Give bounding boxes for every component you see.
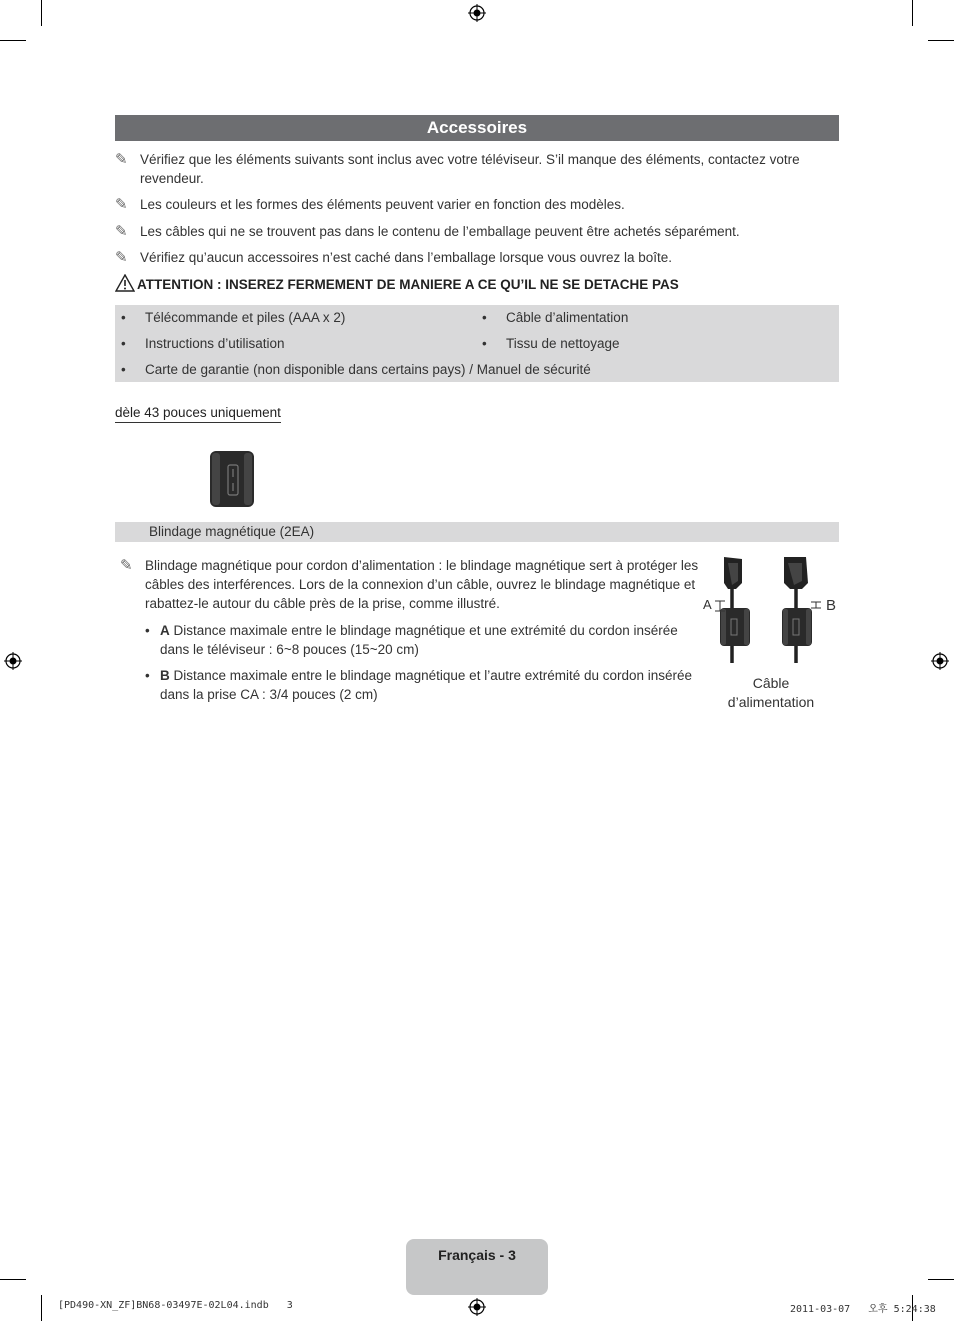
- accessory-label: Carte de garantie (non disponible dans certains pays) / Manuel de sécurité: [145, 362, 591, 377]
- pencil-note-icon: ✎: [115, 196, 128, 213]
- bullet: •: [121, 362, 126, 377]
- figure-caption: [700, 674, 842, 712]
- shield-note: [120, 556, 700, 613]
- note-item: [115, 150, 815, 188]
- bullet: •: [145, 623, 150, 638]
- figure-caption-line: d’alimentation: [727, 694, 815, 710]
- figure-caption-line: Câble: [752, 675, 790, 691]
- accessory-label: Instructions d’utilisation: [145, 336, 285, 351]
- note-text: Les câbles qui ne se trouvent pas dans le contenu de l’emballage peuvent être achetés séparément.: [140, 224, 740, 239]
- warning-text: ATTENTION : INSEREZ FERMEMENT DE MANIERE A CE QU’IL NE SE DETACHE PAS: [137, 277, 679, 293]
- crop-mark: [928, 1279, 954, 1280]
- accessory-item: [482, 309, 629, 327]
- note-text: Les couleurs et les formes des éléments peuvent varier en fonction des modèles.: [140, 197, 625, 212]
- registration-mark-icon: [468, 1298, 486, 1316]
- section-title: Accessoires: [115, 115, 839, 141]
- page-number-tab: Français - 3: [406, 1239, 548, 1295]
- registration-mark-icon: [931, 652, 949, 670]
- crop-mark: [0, 1279, 26, 1280]
- distance-letter: A: [160, 623, 170, 638]
- power-cord-illustration: [700, 553, 845, 668]
- bullet: •: [121, 310, 126, 325]
- accessory-item: [121, 361, 591, 379]
- crop-mark: [41, 1295, 42, 1321]
- pencil-note-icon: ✎: [120, 557, 133, 574]
- note-item: [115, 248, 815, 267]
- accessory-item: [482, 335, 620, 353]
- crop-mark: [912, 0, 913, 26]
- note-item: [115, 222, 815, 241]
- bullet: •: [482, 310, 487, 325]
- bullet: •: [145, 668, 150, 683]
- magnetic-shield-image: [208, 449, 256, 509]
- footer-timestamp: 2011-03-07 오후 5:24:38: [790, 1304, 936, 1315]
- crop-mark: [0, 40, 26, 41]
- note-text: Vérifiez que les éléments suivants sont inclus avec votre téléviseur. S’il manque des éléments, contactez votre revendeur.: [140, 152, 800, 186]
- shield-caption: Blindage magnétique (2EA): [149, 524, 315, 539]
- bullet: •: [121, 336, 126, 351]
- accessory-label: Tissu de nettoyage: [506, 336, 620, 351]
- distance-letter: B: [160, 668, 170, 683]
- registration-mark-icon: [468, 4, 486, 22]
- distance-text: Distance maximale entre le blindage magnétique et l’autre extrémité du cordon insérée dans la prise CA : 3/4 pouces (2 cm): [160, 668, 693, 702]
- note-text: Vérifiez qu’aucun accessoires n’est caché dans l’emballage lorsque vous ouvrez la boîte.: [140, 250, 673, 265]
- accessory-item: [121, 335, 285, 353]
- figure-label-a: A: [703, 597, 712, 612]
- accessory-label: Télécommande et piles (AAA x 2): [145, 310, 346, 325]
- pencil-note-icon: ✎: [115, 249, 128, 266]
- shield-note-text: Blindage magnétique pour cordon d’alimentation : le blindage magnétique sert à protéger les câbles des interférences. Lors de la connexion d’un câble, ouvrez le blindage magnétique et rabattez-le autour du câble près de la prise, comme illustré.: [145, 558, 699, 611]
- note-item: [115, 195, 815, 214]
- registration-mark-icon: [4, 652, 22, 670]
- model-note: dèle 43 pouces uniquement: [115, 405, 281, 423]
- crop-mark: [928, 40, 954, 41]
- pencil-note-icon: ✎: [115, 223, 128, 240]
- accessory-label: Câble d’alimentation: [506, 310, 629, 325]
- crop-mark: [41, 0, 42, 26]
- distance-item-b: [145, 666, 700, 704]
- accessory-item: [121, 309, 346, 327]
- warning-triangle-icon: [115, 274, 137, 297]
- distance-item-a: [145, 621, 700, 659]
- figure-label-b: B: [826, 597, 837, 614]
- distance-text: Distance maximale entre le blindage magnétique et une extrémité du cordon insérée dans le téléviseur : 6~8 pouces (15~20 cm): [160, 623, 678, 657]
- bullet: •: [482, 336, 487, 351]
- warning-line: [115, 274, 839, 297]
- pencil-note-icon: ✎: [115, 151, 128, 168]
- footer-file-name: [PD490-XN_ZF]BN68-03497E-02L04.indb 3: [58, 1300, 293, 1311]
